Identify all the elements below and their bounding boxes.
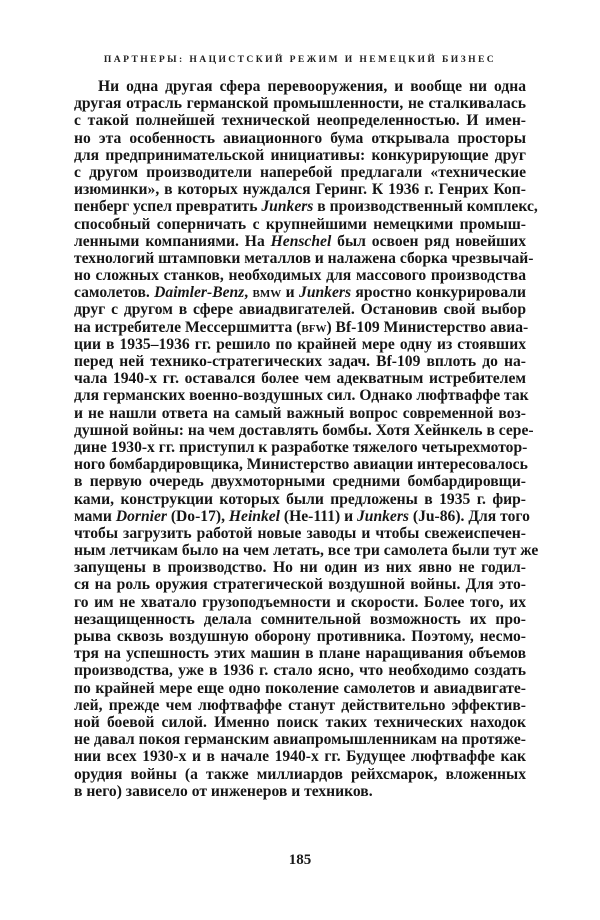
text-line: чтобы загрузить работой новые заводы и чтобы свежеиспечен-	[74, 524, 526, 542]
company-name: Junkers	[299, 284, 352, 302]
company-name: Heinkel	[228, 507, 280, 525]
text-line: орудия войны (а также миллиардов рейхсмарок, вложенных	[74, 765, 526, 783]
company-name: Dornier	[115, 507, 167, 525]
text-line: ного бомбардировщика, Министерство авиации интересовалось	[74, 456, 528, 474]
text-line: тря на успешность этих машин в плане наращивания объемов	[74, 645, 526, 663]
running-head: ПАРТНЕРЫ: НАЦИСТСКИЙ РЕЖИМ И НЕМЕЦКИЙ БИЗНЕС	[103, 54, 497, 65]
text-line: мами Dornier (Do-17), Heinkel (He-111) и Junkers (Ju-86). Для того	[74, 507, 530, 525]
page-number: 185	[288, 852, 312, 868]
company-name: Henschel	[270, 232, 332, 250]
text-line: ции в 1935–1936 гг. решило по крайней мере одну из стоявших	[74, 335, 526, 353]
text-line: пенберг успел превратить Junkers в производственный комплекс,	[74, 198, 538, 216]
text-line: нии всех 1930-х и в начале 1940-х гг. Будущее люфтваффе как	[74, 748, 526, 766]
text-line: производства, уже в 1936 г. стало ясно, что необходимо создать	[74, 662, 526, 680]
text-line: с такой полнейшей технической неопределенностью. И имен-	[74, 112, 526, 130]
company-name: Daimler-Benz	[154, 284, 245, 302]
text-line: Ни одна другая сфера перевооружения, и вообще ни одна	[98, 78, 526, 95]
text-line: с другом производители наперебой предлагали «технические	[74, 163, 526, 181]
text-line: душной войны: на чем доставлять бомбы. Хотя Хейнкель в сере-	[74, 421, 534, 439]
abbreviation: bfw	[301, 318, 327, 336]
text-line: го им не хватало грузоподъемности и скорости. Более того, их	[74, 593, 526, 611]
text-line: ным летчикам было на чем летать, все три самолета были тут же	[74, 542, 539, 560]
text-line: ками, конструкции которых были предложены в 1935 г. фир-	[74, 490, 526, 508]
text-line: не давал покоя германским авиапромышленникам на протяже-	[74, 731, 526, 749]
text-line: чала 1940-х гг. оставался более чем адекватным истребителем	[74, 370, 526, 388]
text-line: друг с другом в сфере авиадвигателей. Остановив свой выбор	[74, 301, 526, 319]
company-name: Junkers	[261, 198, 314, 216]
company-name: Junkers	[356, 507, 409, 525]
text-line: на истребителе Мессершмитта (bfw) Bf-109 Министерство авиа-	[74, 318, 529, 336]
text-line: для германских военно-воздушных сил. Однако люфтваффе так	[74, 387, 529, 405]
text-line: в него) зависело от инженеров и техников.	[74, 782, 373, 800]
body-text	[74, 78, 539, 800]
text-line: другая отрасль германской промышленности, не сталкивалась	[74, 95, 526, 113]
text-line: ленными компаниями. На Henschel был освоен ряд новейших	[74, 232, 526, 250]
text-line: запущены в производство. Но ни один из них явно не годил-	[74, 559, 526, 577]
text-line: для предпринимательской инициативы: конкурирующие друг	[74, 146, 526, 164]
text-line: дине 1930-х гг. приступил к разработке тяжелого четырехмотор-	[74, 438, 528, 456]
text-line: технологий штамповки металлов и налажена сборка чрезвычай-	[74, 249, 534, 267]
text-line: способный соперничать с крупнейшими немецкими промыш-	[74, 215, 526, 233]
text-line: рыва сквозь воздушную оборону противника. Поэтому, несмо-	[74, 628, 526, 645]
text-line: самолетов. Daimler-Benz, bmw и Junkers яростно конкурировали	[74, 284, 527, 302]
text-line: и не нашли ответа на самый важный вопрос современной воз-	[74, 404, 526, 422]
text-line: но сложных станков, необходимых для массового производства	[74, 267, 526, 285]
text-line: ной боевой силой. Именно поиск таких технических находок	[74, 713, 526, 731]
text-line: ся на роль оружия стратегической воздушной войны. Для это-	[74, 576, 526, 594]
text-line: перед ней технико-стратегических задач. Bf-109 вплоть до на-	[74, 353, 526, 370]
text-line: изюминки», в которых нуждался Геринг. К 1936 г. Генрих Коп-	[74, 181, 526, 199]
text-line: незащищенность делала сомнительной возможность их про-	[74, 610, 526, 628]
abbreviation: bmw	[252, 284, 282, 302]
text-line: в первую очередь двухмоторными средними бомбардировщи-	[74, 473, 526, 491]
text-line: по крайней мере еще одно поколение самолетов и авиадвигате-	[74, 679, 526, 697]
text-line: лей, прежде чем люфтваффе станут действительно эффектив-	[74, 696, 526, 714]
text-line: но эта особенность авиационного бума открывала просторы	[74, 129, 526, 147]
